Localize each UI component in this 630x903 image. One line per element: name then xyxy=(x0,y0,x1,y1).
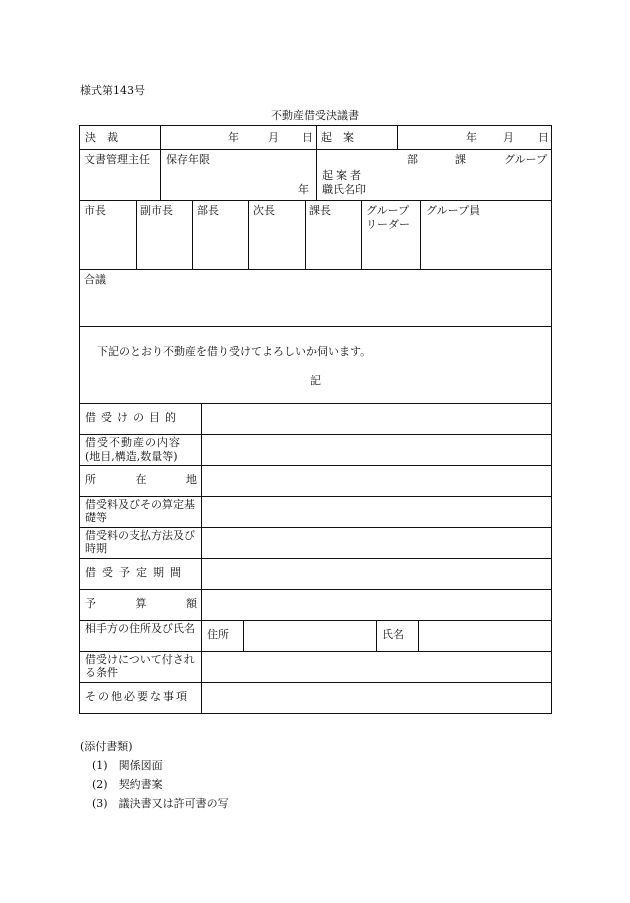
rule xyxy=(80,558,551,559)
kian-month-label: 月 xyxy=(503,131,514,144)
attachment-item: (3) 議決書又は許可書の写 xyxy=(92,797,229,810)
rule xyxy=(80,465,551,466)
kessai-day-label: 日 xyxy=(302,131,313,144)
retention-period-label: 保存年限 xyxy=(166,153,210,166)
department-label: 部 xyxy=(407,153,418,166)
property-label-line1: 借受不動産の内容 xyxy=(85,436,181,449)
decision-form-table xyxy=(79,125,552,714)
approver-director: 部長 xyxy=(197,204,219,217)
location-label: 所在地 xyxy=(85,473,197,486)
attachments-heading: (添付書類) xyxy=(80,740,133,753)
rule xyxy=(316,126,317,200)
approver-group-leader-line1: グループ xyxy=(366,204,410,217)
other-label: その他必要な事項 xyxy=(85,690,189,703)
period-label: 借受予定期間 xyxy=(85,566,187,579)
rule xyxy=(376,620,377,651)
drafter-label: 起案者 xyxy=(322,169,364,182)
payment-method-label: 借受料の支払方法及び時期 xyxy=(85,529,195,555)
retention-year-label: 年 xyxy=(298,183,309,196)
rule xyxy=(397,126,398,149)
counterparty-address-label: 住所 xyxy=(207,628,229,641)
rule xyxy=(80,269,551,270)
attachment-item: (2) 契約書案 xyxy=(92,778,163,791)
rule xyxy=(80,496,551,497)
ki-label: 記 xyxy=(310,374,321,387)
counterparty-name-label: 氏名 xyxy=(382,628,404,641)
section-label: 課 xyxy=(455,153,466,166)
kessai-month-label: 月 xyxy=(268,131,279,144)
rule xyxy=(80,403,551,404)
rule xyxy=(305,200,306,269)
kian-year-label: 年 xyxy=(466,131,477,144)
approver-section-chief: 課長 xyxy=(309,204,331,217)
form-number: 様式第143号 xyxy=(80,84,145,97)
document-title: 不動産借受決議書 xyxy=(271,109,359,122)
rule xyxy=(192,200,193,269)
rule xyxy=(248,200,249,269)
approver-mayor: 市長 xyxy=(84,204,106,217)
rule xyxy=(80,200,551,201)
kian-label: 起 案 xyxy=(321,131,354,144)
approver-group-member: グループ員 xyxy=(426,204,481,217)
approver-group-leader-line2: リーダー xyxy=(366,218,410,231)
rule xyxy=(80,589,551,590)
fee-basis-label: 借受料及びその算定基礎等 xyxy=(85,498,195,524)
rule xyxy=(80,620,551,621)
rule xyxy=(420,200,421,269)
rule xyxy=(243,620,244,651)
rule xyxy=(80,434,551,435)
rule xyxy=(80,527,551,528)
kian-day-label: 日 xyxy=(538,131,549,144)
rule xyxy=(160,126,161,200)
conditions-label: 借受けについて付される条件 xyxy=(85,653,195,679)
rule xyxy=(80,682,551,683)
consultation-label: 合議 xyxy=(84,273,106,286)
budget-label: 予算額 xyxy=(85,597,197,610)
attachment-item: (1) 関係図面 xyxy=(92,759,163,772)
rule xyxy=(80,651,551,652)
approver-deputy-director: 次長 xyxy=(253,204,275,217)
request-text: 下記のとおり不動産を借り受けてよろしいか伺います。 xyxy=(97,345,372,358)
rule xyxy=(201,403,202,713)
group-label: グループ xyxy=(504,153,548,166)
purpose-label: 借受けの目的 xyxy=(85,411,181,424)
drafter-position-label: 職氏名印 xyxy=(322,183,366,196)
rule xyxy=(80,326,551,327)
counterparty-label: 相手方の住所及び氏名 xyxy=(85,622,195,635)
rule xyxy=(418,620,419,651)
property-label-line2: (地目,構造,数量等) xyxy=(85,450,178,463)
kessai-label: 決 裁 xyxy=(85,131,118,144)
kessai-year-label: 年 xyxy=(228,131,239,144)
approver-deputy-mayor: 副市長 xyxy=(140,204,173,217)
rule xyxy=(361,200,362,269)
rule xyxy=(136,200,137,269)
document-manager-label: 文書管理主任 xyxy=(84,153,150,166)
